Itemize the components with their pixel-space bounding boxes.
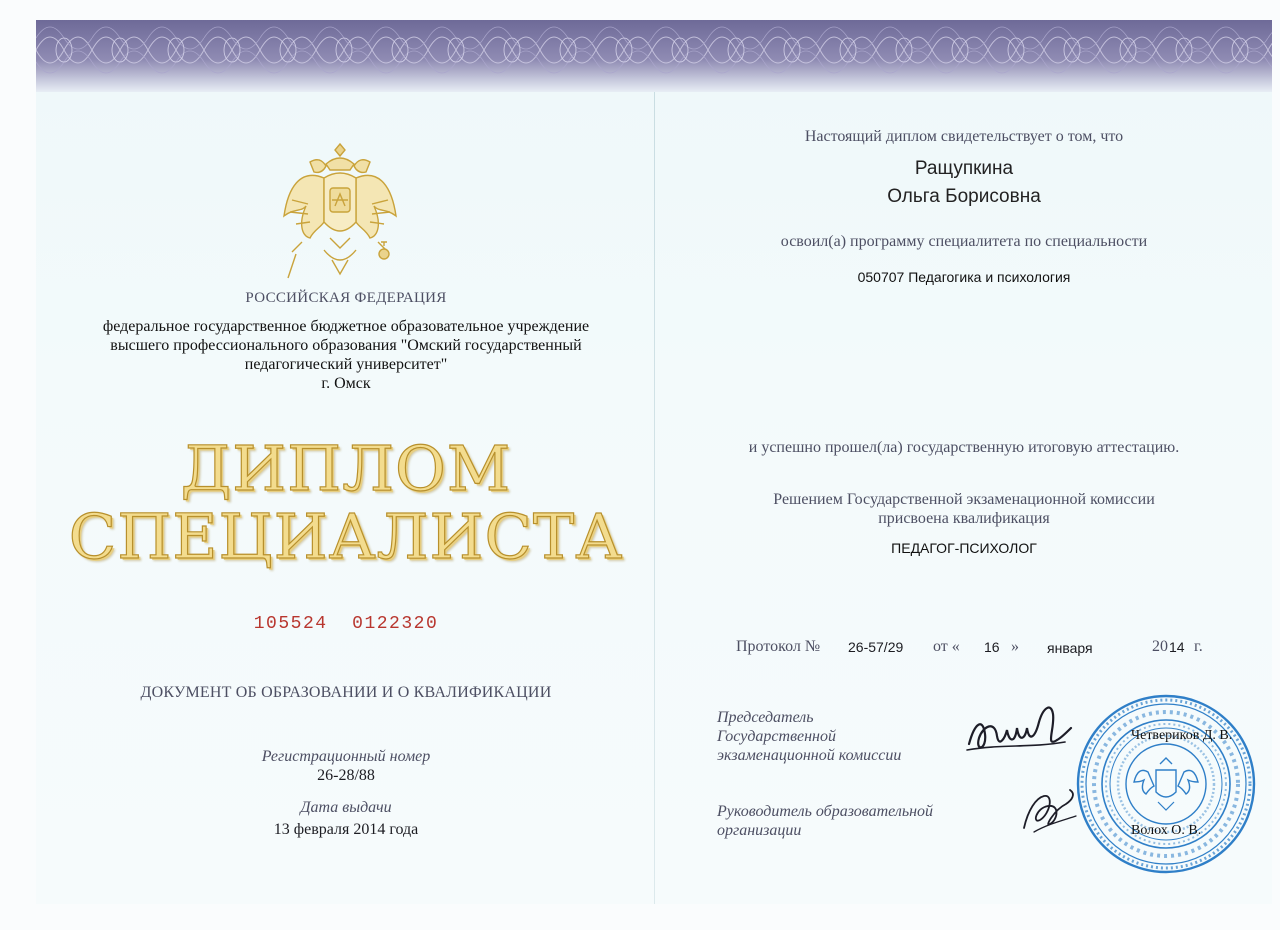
institution-line: федеральное государственное бюджетное образовательное учреждение <box>102 318 590 335</box>
director-title <box>717 802 933 840</box>
protocol-year-suffix: 14 <box>1169 639 1185 655</box>
protocol-quote-close: » <box>1011 638 1019 655</box>
double-headed-eagle-emblem <box>280 138 400 292</box>
round-university-seal <box>1072 690 1260 878</box>
certificate-intro: Настоящий диплом свидетельствует о том, что <box>804 128 1124 145</box>
director-name: Волох О. В. <box>1131 823 1202 838</box>
protocol-day: 16 <box>984 639 1000 655</box>
protocol-label: Протокол № <box>736 638 821 655</box>
protocol-from: от « <box>933 638 960 655</box>
decision-line: присвоена квалификация <box>878 510 1050 527</box>
protocol-year-mark: г. <box>1194 638 1203 655</box>
chairman-signature <box>961 698 1081 764</box>
chairman-name: Четвериков Д. В. <box>1131 728 1233 743</box>
issue-date: 13 февраля 2014 года <box>273 821 419 838</box>
chairman-title-line: Государственной <box>717 728 836 745</box>
diploma-title-line1: ДИПЛОМ <box>180 432 512 505</box>
country-name: РОССИЙСКАЯ ФЕДЕРАЦИЯ <box>245 290 447 306</box>
institution-line: педагогический университет" <box>244 356 448 373</box>
director-title-line: Руководитель образовательной <box>717 803 934 820</box>
director-title-line: организации <box>717 822 802 839</box>
issue-date-label: Дата выдачи <box>300 799 392 816</box>
specialty: 050707 Педагогика и психология <box>857 269 1071 285</box>
registration-number: 26-28/88 <box>317 767 375 784</box>
protocol-number: 26-57/29 <box>848 639 904 655</box>
protocol-year-prefix: 20 <box>1152 638 1168 655</box>
commission-decision <box>664 490 1264 528</box>
chairman-title <box>717 708 901 765</box>
protocol-month: января <box>1047 640 1093 656</box>
document-type: ДОКУМЕНТ ОБ ОБРАЗОВАНИИ И О КВАЛИФИКАЦИИ <box>140 684 552 701</box>
attestation-statement: и успешно прошел(ла) государственную итоговую аттестацию. <box>748 439 1180 456</box>
institution-city: г. Омск <box>321 375 371 392</box>
security-band <box>36 20 1272 92</box>
program-statement: освоил(а) программу специалитета по специальности <box>780 233 1148 250</box>
director-signature <box>1014 780 1094 840</box>
decision-line: Решением Государственной экзаменационной комиссии <box>773 491 1155 508</box>
diploma-title-line2: СПЕЦИАЛИСТА <box>68 500 624 573</box>
registration-label: Регистрационный номер <box>261 748 431 765</box>
chairman-title-line: Председатель <box>717 709 814 726</box>
diploma-document <box>36 20 1272 904</box>
chairman-title-line: экзаменационной комиссии <box>717 747 902 764</box>
institution-name <box>66 317 626 393</box>
graduate-name: Ольга Борисовна <box>887 186 1041 207</box>
graduate-surname: Ращупкина <box>914 158 1014 179</box>
serial-number: 105524 0122320 <box>253 614 439 634</box>
institution-line: высшего профессионального образования "Омский государственный <box>110 337 582 354</box>
page-fold <box>654 92 655 904</box>
qualification: ПЕДАГОГ-ПСИХОЛОГ <box>891 540 1037 556</box>
